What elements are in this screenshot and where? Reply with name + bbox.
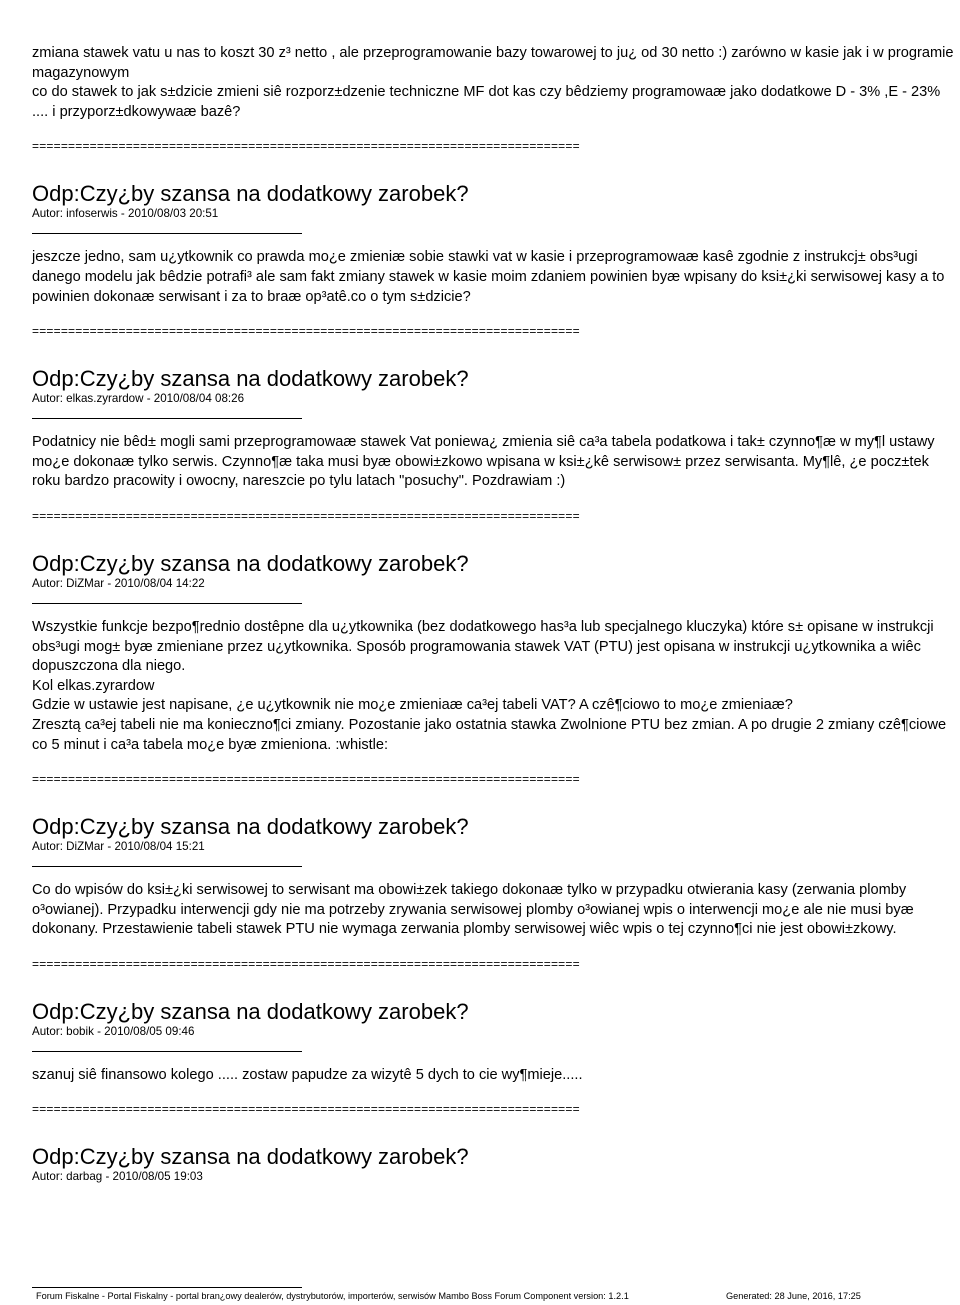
footer-generated-date: Generated: 28 June, 2016, 17:25 — [726, 1291, 861, 1301]
divider — [32, 418, 302, 419]
post — [32, 814, 960, 971]
post-title: Odp:Czy¿by szansa na dodatkowy zarobek? — [32, 1144, 469, 1170]
separator: ============================================================================ — [32, 772, 580, 787]
footer-divider — [32, 1287, 302, 1288]
separator: ============================================================================ — [32, 508, 580, 523]
post-body: szanuj siê finansowo kolego ..... zostaw papudze za wizytê 5 dych to cie wy¶mieje..... — [32, 1066, 583, 1083]
post-author: Autor: elkas.zyrardow - 2010/08/04 08:26 — [32, 392, 245, 406]
separator: ============================================================================ — [32, 1102, 580, 1117]
post-author: Autor: darbag - 2010/08/05 19:03 — [32, 1170, 203, 1184]
separator: ============================================================================ — [32, 139, 580, 154]
post-body: jeszcze jedno, sam u¿ytkownik co prawda mo¿e zmieniæ sobie stawki vat w kasie i przeprogramowaæ kasê zgodnie z instrukcj± obs³ugi danego modelu jak bêdzie potrafi³ ale sam fakt zmiany stawek w kasie moim zdaniem powinien byæ wpisany do ksi±¿ki serwisowej kasy a to powinien dokonaæ serwisant i za to braæ op³atê.co o tym s±dzicie? — [32, 249, 945, 305]
post — [32, 181, 960, 338]
post — [32, 366, 960, 523]
post-author: Autor: DiZMar - 2010/08/04 14:22 — [32, 576, 205, 590]
post — [32, 551, 960, 786]
divider — [32, 603, 302, 604]
post-title: Odp:Czy¿by szansa na dodatkowy zarobek? — [32, 998, 469, 1024]
footer-site-name: Forum Fiskalne - Portal Fiskalny - portal bran¿owy dealerów, dystrybutorów, importerów, serwisów Mambo Boss Forum Component version: 1.2.1 — [36, 1291, 629, 1301]
divider — [32, 233, 302, 234]
separator: ============================================================================ — [32, 324, 580, 339]
footer-component-version: Mambo Boss Forum Component version: 1.2.1 — [438, 1291, 629, 1301]
divider — [32, 1051, 302, 1052]
post-author: Autor: bobik - 2010/08/05 09:46 — [32, 1024, 195, 1038]
post-author: Autor: DiZMar - 2010/08/04 15:21 — [32, 840, 205, 854]
post-title: Odp:Czy¿by szansa na dodatkowy zarobek? — [32, 181, 469, 207]
post-author: Autor: infoserwis - 2010/08/03 20:51 — [32, 207, 219, 221]
intro-text: zmiana stawek vatu u nas to koszt 30 z³ netto , ale przeprogramowanie bazy towarowej to ju¿ od 30 netto :) zarówno w kasie jak i w programie magazynowym co do stawek to jak s±dzicie zmieni siê rozporz±dzenie techniczne MF dot kas czy bêdziemy programowaæ jako dodatkowe D - 3% ,E - 23% .... i przyporz±dkowywaæ bazê? — [32, 45, 954, 120]
forum-thread — [32, 44, 960, 1184]
post-title: Odp:Czy¿by szansa na dodatkowy zarobek? — [32, 550, 469, 576]
separator: ============================================================================ — [32, 956, 580, 971]
post-body: Wszystkie funkcje bezpo¶rednio dostêpne dla u¿ytkownika (bez dodatkowego has³a lub specjalnego kluczyka) które s± opisane w instrukcji obs³ugi mog± byæ zmieniane przez u¿ytkownika. Sposób programowania stawek VAT (PTU) jest opisana w instrukcji u¿ytkownika a wiêc dopuszczona dla niego. Kol elkas.zyrardow Gdzie w ustawie jest napisane, ¿e u¿ytkownik nie mo¿e zmieniaæ ca³ej tabeli VAT? A czê¶ciowo to mo¿e zmieniaæ? Zresztą ca³ej tabeli nie ma konieczno¶ci zmiany. Pozostanie jako ostatnia stawka Zwolnione PTU bez zmian. A po drugie 2 zmiany czê¶ciowe co 5 minut i ca³a tabela mo¿e byæ zmieniona. :whistle: — [32, 618, 947, 753]
post-title: Odp:Czy¿by szansa na dodatkowy zarobek? — [32, 366, 469, 392]
post-title: Odp:Czy¿by szansa na dodatkowy zarobek? — [32, 814, 469, 840]
post — [32, 999, 960, 1117]
post-body: Co do wpisów do ksi±¿ki serwisowej to serwisant ma obowi±zek takiego dokonaæ tylko w przypadku otwierania kasy (zerwania plomby o³owianej). Przypadku interwencji gdy nie ma potrzeby zrywania serwisowej plomby o³owianej wpis o interwencji mo¿e ale nie musi byæ dokonany. Przestawienie tabeli stawek PTU nie wymaga zerwania plomby serwisowej wiêc wpis o tej czynno¶ci nie jest obowi±zkowy. — [32, 882, 914, 938]
divider — [32, 866, 302, 867]
post — [32, 1144, 960, 1184]
post-body: Podatnicy nie bêd± mogli sami przeprogramowaæ stawek Vat poniewa¿ zmienia siê ca³a tabela podatkowa i tak± czynno¶æ w my¶l ustawy mo¿e dokonaæ tylko serwis. Czynno¶æ taka musi byæ obowi±zkowo wpisana w ksi±¿kê serwisow± przez serwisanta. My¶lê, ¿e pocz±tek roku bardzo pracowity i owocny, nareszcie po tylu latach "posuchy". Pozdrawiam :) — [32, 434, 935, 490]
